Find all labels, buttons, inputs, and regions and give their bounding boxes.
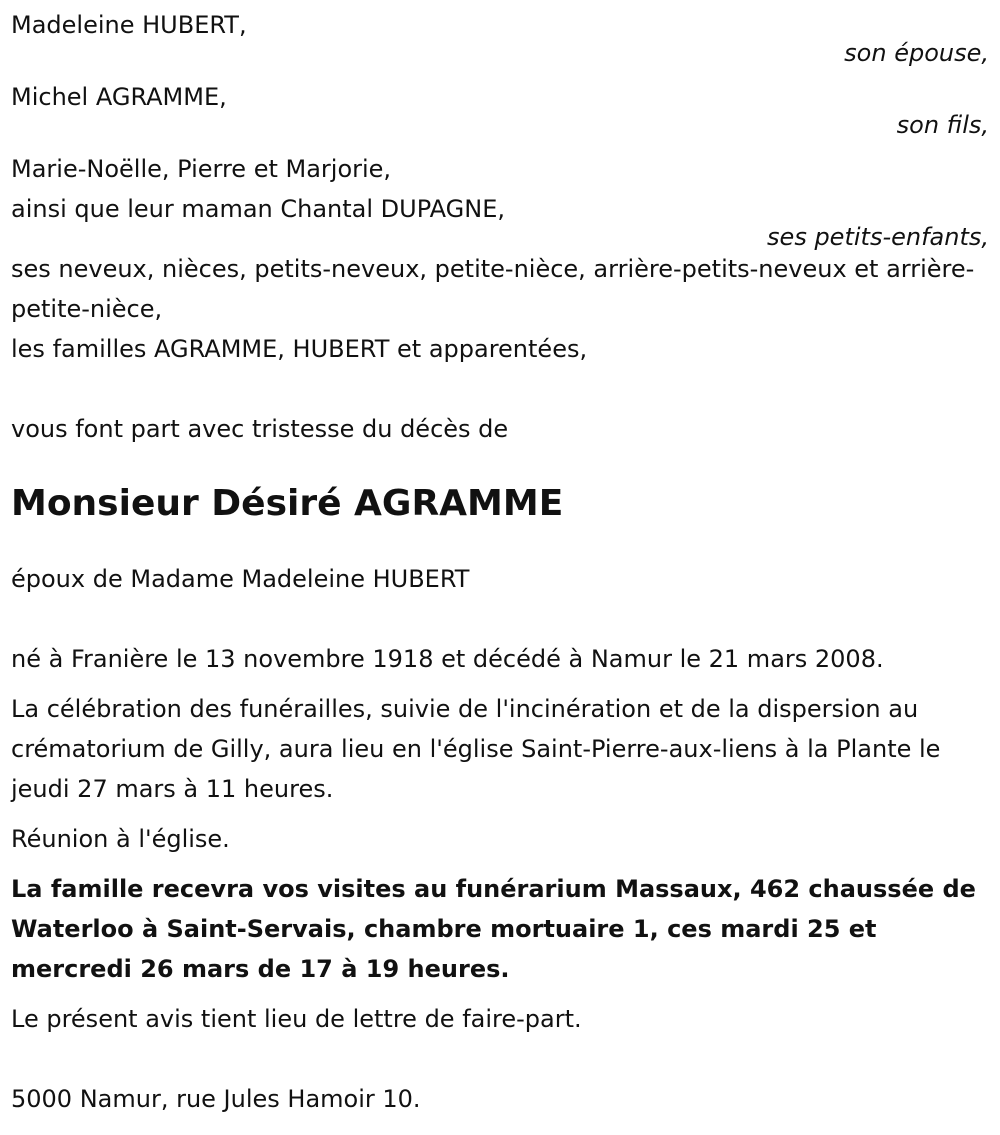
address: 5000 Namur, rue Jules Hamoir 10. — [11, 1085, 421, 1113]
relative-name: Madeleine HUBERT, — [11, 11, 247, 39]
relative-block-son — [11, 77, 989, 137]
deceased-name: Monsieur Désiré AGRAMME — [11, 483, 564, 524]
spouse-line: époux de Madame Madeleine HUBERT — [11, 565, 470, 593]
visits-details: La famille recevra vos visites au funérarium Massaux, 462 chaussée de Waterloo à Saint-Servais, chambre mortuaire 1, ces mardi 25 et mercredi 26 mars de 17 à 19 heures. — [11, 875, 976, 983]
relative-block-spouse — [11, 5, 989, 65]
birth-death: né à Franière le 13 novembre 1918 et décédé à Namur le 21 mars 2008. — [11, 645, 884, 673]
reunion: Réunion à l'église. — [11, 825, 230, 853]
relative-name: ainsi que leur maman Chantal DUPAGNE, — [11, 195, 506, 223]
ceremony-details: La célébration des funérailles, suivie de l'incinération et de la dispersion au crématorium de Gilly, aura lieu en l'église Saint-Pierre-aux-liens à la Plante le jeudi 27 mars à 11 heures. — [11, 695, 941, 803]
relative-name: Marie-Noëlle, Pierre et Marjorie, — [11, 155, 392, 183]
relative-block-grandchildren — [11, 149, 989, 249]
obituary-notice — [11, 5, 989, 1119]
extended-family-line: les familles AGRAMME, HUBERT et apparentées, — [11, 335, 588, 363]
extended-family — [11, 249, 989, 369]
relative-name: Michel AGRAMME, — [11, 83, 227, 111]
notice: Le présent avis tient lieu de lettre de faire-part. — [11, 1005, 582, 1033]
extended-family-line: ses neveux, nièces, petits-neveux, petite-nièce, arrière-petits-neveux et arrière-petite-nièce, — [11, 255, 975, 323]
relative-role: son épouse, — [844, 39, 989, 67]
relative-role: son fils, — [896, 111, 989, 139]
announcement: vous font part avec tristesse du décès de — [11, 415, 509, 443]
relative-role: ses petits-enfants, — [767, 223, 989, 251]
